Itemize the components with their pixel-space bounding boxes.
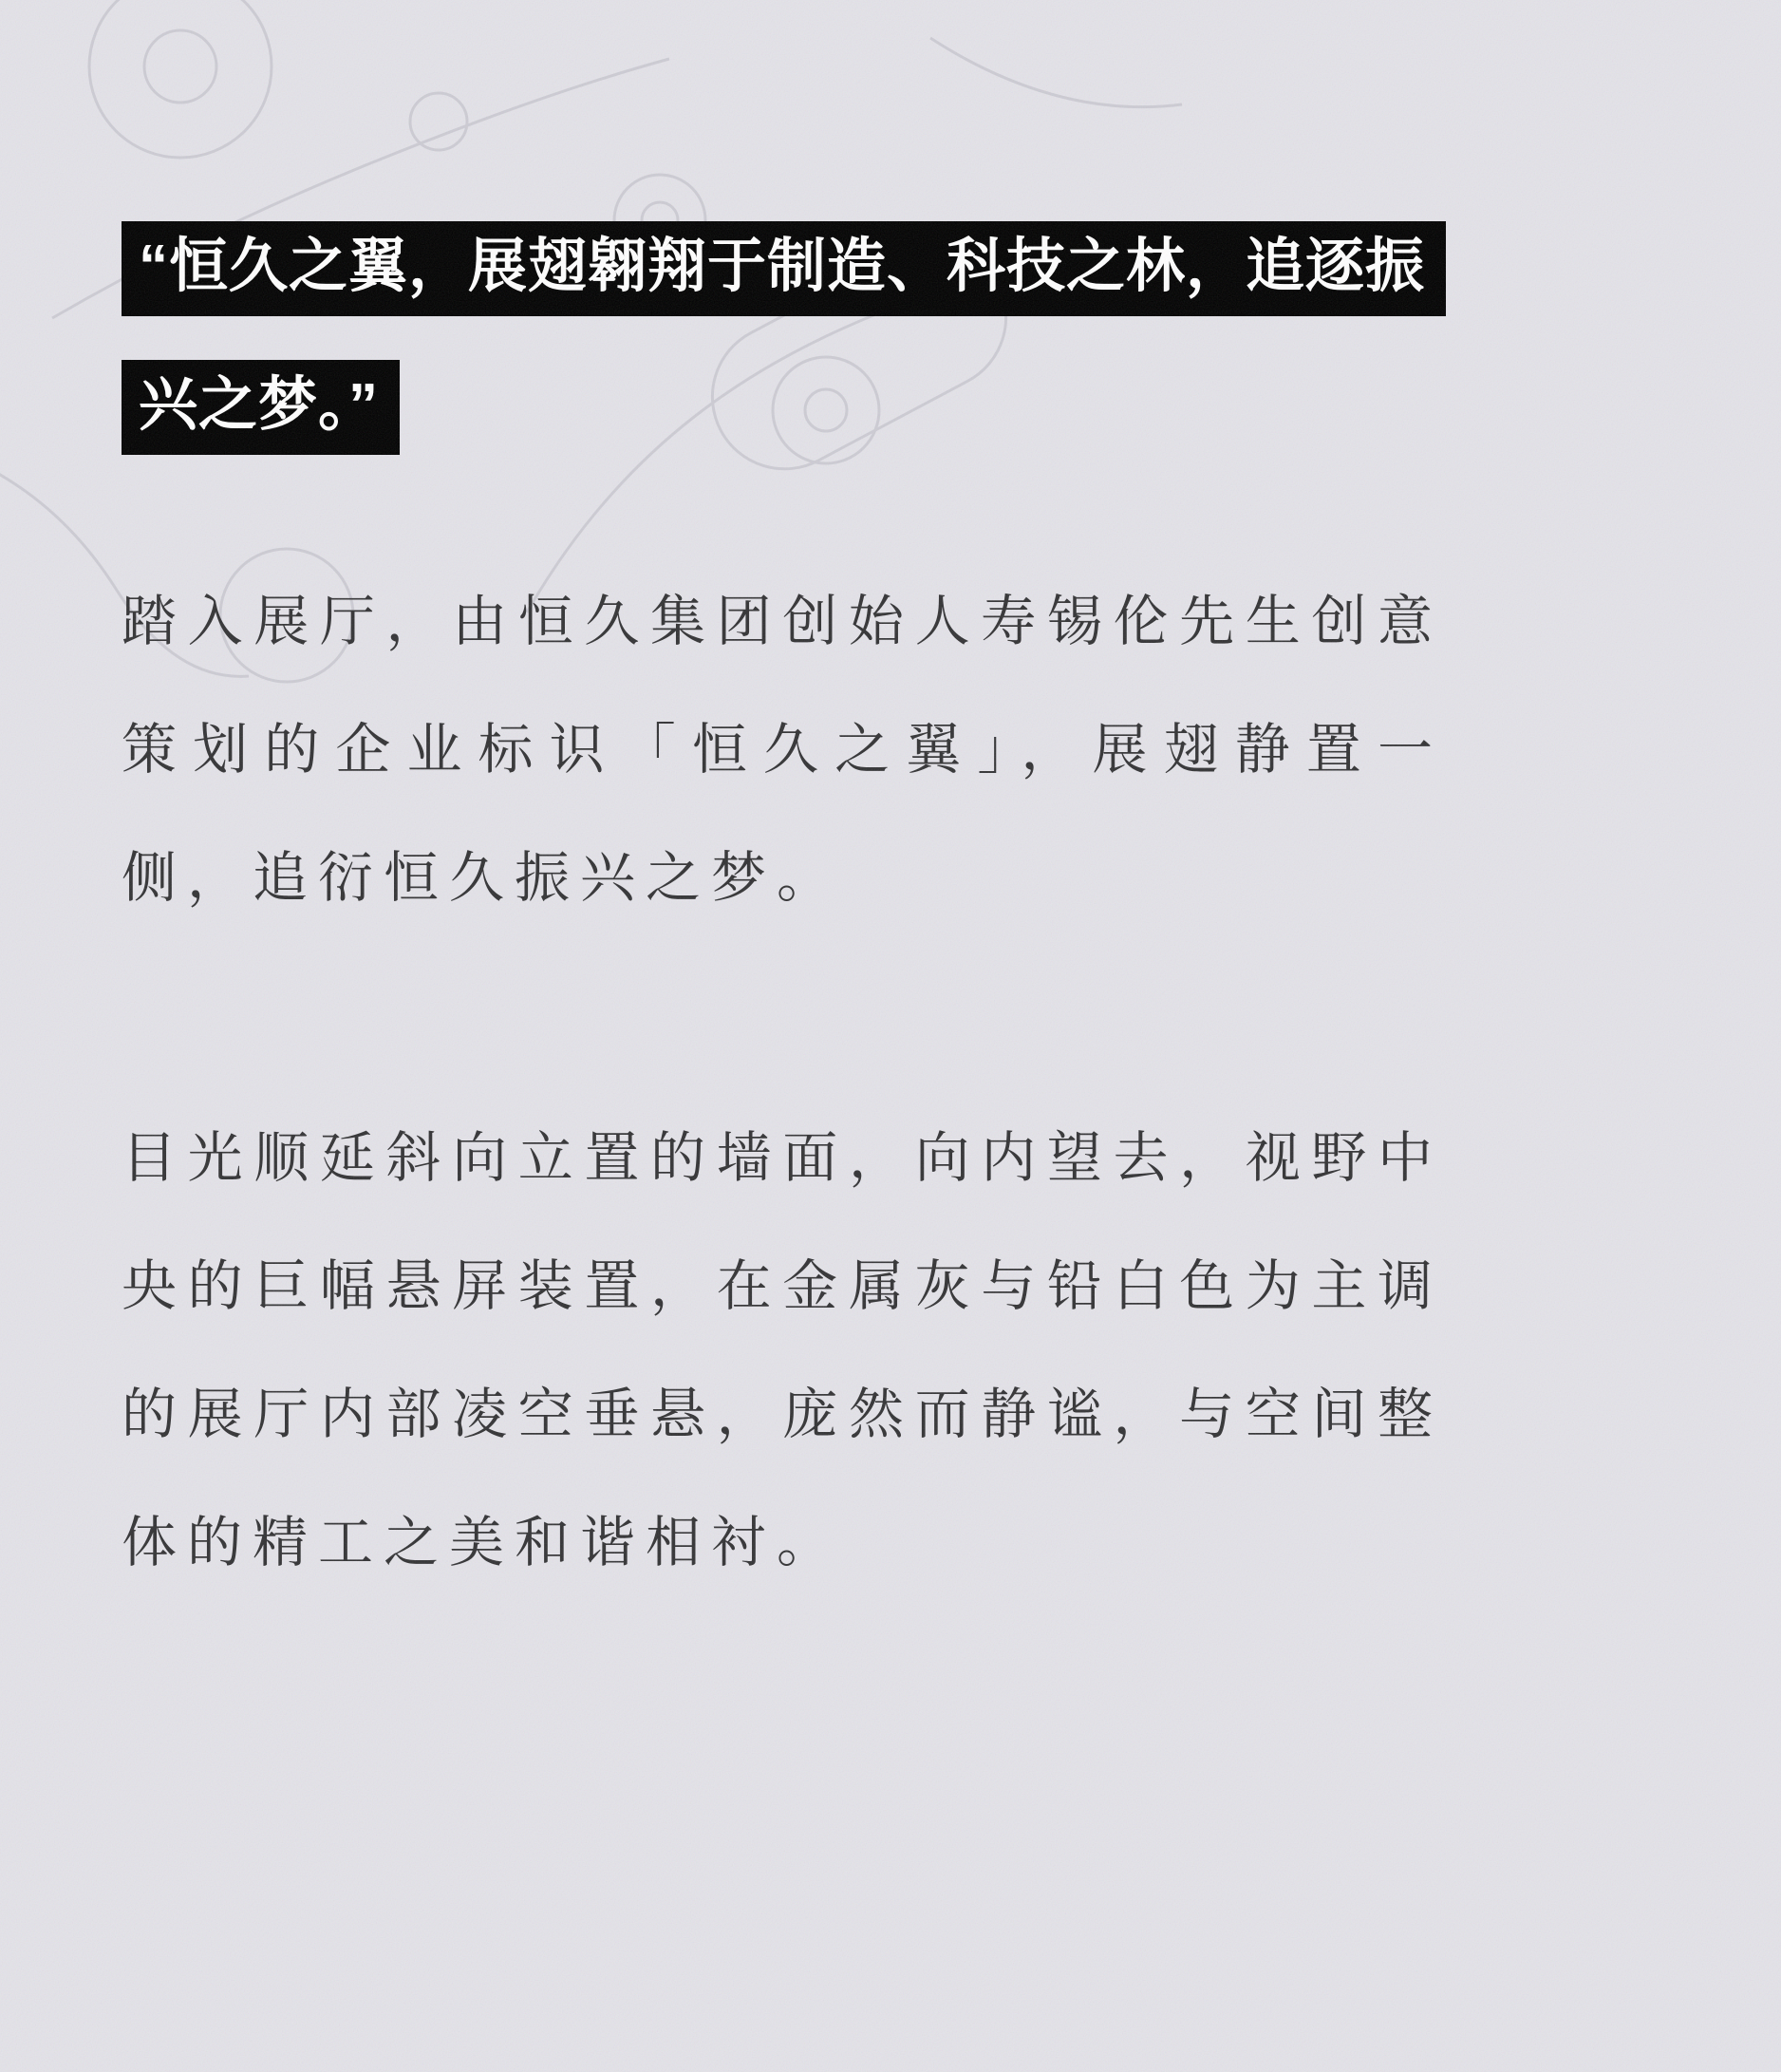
paragraph-exhibit: 目光顺延斜向立置的墙面，向内望去，视野中央的巨幅悬屏装置，在金属灰与铅白色为主调的展厅内部凌空垂悬，庞然而静谧，与空间整体的精工之美和谐相衬。 (122, 1127, 1443, 1573)
quote-line-1: “恒久之翼，展翅翱翔于制造、科技之林，追逐振 (122, 221, 1446, 316)
quote-line-2: 兴之梦。” (122, 360, 400, 455)
headline-quote (122, 0, 1443, 455)
article-content (122, 0, 1443, 1607)
paragraph-intro: 踏入展厅，由恒久集团创始人寿锡伦先生创意策划的企业标识「恒久之翼」，展翅静置一侧，追衍恒久振兴之梦。 (122, 591, 1443, 909)
